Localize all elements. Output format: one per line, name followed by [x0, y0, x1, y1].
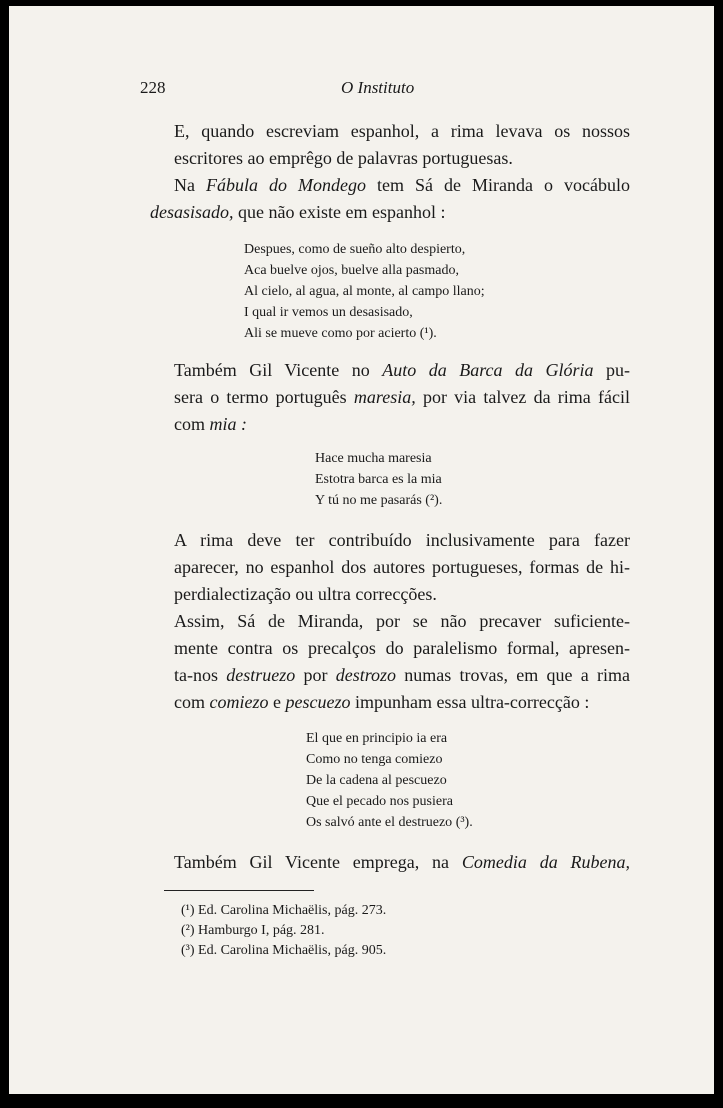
text-run: pu-	[593, 360, 630, 380]
verse-line: Al cielo, al agua, al monte, al campo llano;	[244, 284, 485, 299]
paragraph-1	[150, 118, 630, 172]
cited-word: pescuezo	[285, 692, 351, 712]
verse-text: Os salvó ante el destruezo	[306, 815, 453, 830]
paragraph-4	[150, 527, 630, 608]
text-run: tem Sá de Miranda o vocábulo	[366, 175, 630, 195]
footnote	[181, 941, 630, 961]
work-title: Comedia da Rubena,	[461, 852, 631, 872]
verse-line: Aca buelve ojos, buelve alla pasmado,	[244, 263, 459, 278]
text-line	[150, 849, 630, 876]
footnote-ref: (¹).	[419, 326, 437, 341]
verse-text: Y tú no me pasarás	[315, 493, 422, 508]
text-run: por	[295, 665, 336, 685]
cited-word: maresia,	[353, 387, 416, 407]
text-line: Assim, Sá de Miranda, por se não precaver suficiente-	[174, 611, 630, 631]
verse-line	[244, 323, 630, 344]
work-title: Auto da Barca da Glória	[382, 360, 594, 380]
verse-line: Estotra barca es la mia	[315, 472, 442, 487]
text-line	[150, 199, 630, 226]
cited-word: destrozo	[335, 665, 397, 685]
running-title: O Instituto	[341, 78, 415, 97]
footnote-divider	[164, 890, 314, 891]
cited-word: desasisado,	[150, 202, 234, 222]
verse-line: Despues, como de sueño alto despierto,	[244, 242, 466, 257]
text-line	[150, 689, 630, 716]
footnote-text: Ed. Carolina Michaëlis, pág. 905.	[198, 943, 387, 958]
footnotes	[181, 901, 630, 961]
footnote-mark: (¹)	[181, 903, 195, 918]
text-line	[150, 172, 630, 199]
verse-line: De la cadena al pescuezo	[306, 773, 447, 788]
verse-line: I qual ir vemos un desasisado,	[244, 305, 413, 320]
text-run: numas trovas, em que a rima	[396, 665, 630, 685]
book-page	[9, 6, 714, 1094]
verse-quote-3	[306, 728, 630, 833]
verse-line: Que el pecado nos pusiera	[306, 794, 453, 809]
text-run: e	[268, 692, 286, 712]
text-line: escritores ao emprêgo de palavras portuguesas.	[174, 148, 513, 168]
text-run: com	[174, 414, 210, 434]
verse-quote-1	[244, 239, 630, 344]
verse-line: Como no tenga comiezo	[306, 752, 443, 767]
verse-line	[306, 812, 630, 833]
text-run: ta-nos	[174, 665, 227, 685]
text-line	[150, 357, 630, 384]
verse-quote-2	[315, 448, 630, 511]
verse-line: El que en principio ia era	[306, 731, 448, 746]
text-run: Também Gil Vicente emprega, na	[174, 852, 462, 872]
footnote-mark: (²)	[181, 923, 195, 938]
text-line: E, quando escreviam espanhol, a rima levava os nossos	[174, 121, 630, 141]
text-run: por via talvez da rima fácil	[415, 387, 631, 407]
text-line	[150, 384, 630, 411]
paragraph-3	[150, 357, 630, 438]
text-line: perdialectização ou ultra correcções.	[174, 584, 437, 604]
text-run: impunham essa ultra-correcção :	[350, 692, 590, 712]
text-line: A rima deve ter contribuído inclusivamente para fazer	[174, 530, 630, 550]
footnote-text: Ed. Carolina Michaëlis, pág. 273.	[198, 903, 387, 918]
cited-word: comiezo	[209, 692, 269, 712]
page-header	[9, 78, 714, 104]
text-run: Também Gil Vicente no	[174, 360, 383, 380]
text-line: mente contra os precalços do paralelismo formal, apresen-	[174, 638, 630, 658]
verse-line: Hace mucha maresia	[315, 451, 432, 466]
footnote	[181, 921, 630, 941]
text-run: com	[174, 692, 210, 712]
footnote-text: Hamburgo I, pág. 281.	[198, 923, 325, 938]
verse-text: Ali se mueve como por acierto	[244, 326, 417, 341]
text-line: aparecer, no espanhol dos autores portugueses, formas de hi-	[174, 557, 630, 577]
cited-word: mia :	[209, 414, 247, 434]
footnote-ref: (²).	[425, 493, 443, 508]
page-number: 228	[140, 78, 166, 97]
footnote-ref: (³).	[455, 815, 473, 830]
text-run: que não existe em espanhol :	[233, 202, 446, 222]
footnote-mark: (³)	[181, 943, 195, 958]
text-line	[150, 411, 630, 438]
work-title: Fábula do Mondego	[206, 175, 366, 195]
text-run: sera o termo português	[174, 387, 354, 407]
footnote	[181, 901, 630, 921]
text-run: Na	[174, 175, 206, 195]
text-line	[150, 662, 630, 689]
verse-line	[315, 490, 630, 511]
paragraph-5	[150, 608, 630, 716]
paragraph-6	[150, 849, 630, 876]
page-body	[150, 118, 630, 961]
cited-word: destruezo	[226, 665, 296, 685]
paragraph-2	[150, 172, 630, 226]
